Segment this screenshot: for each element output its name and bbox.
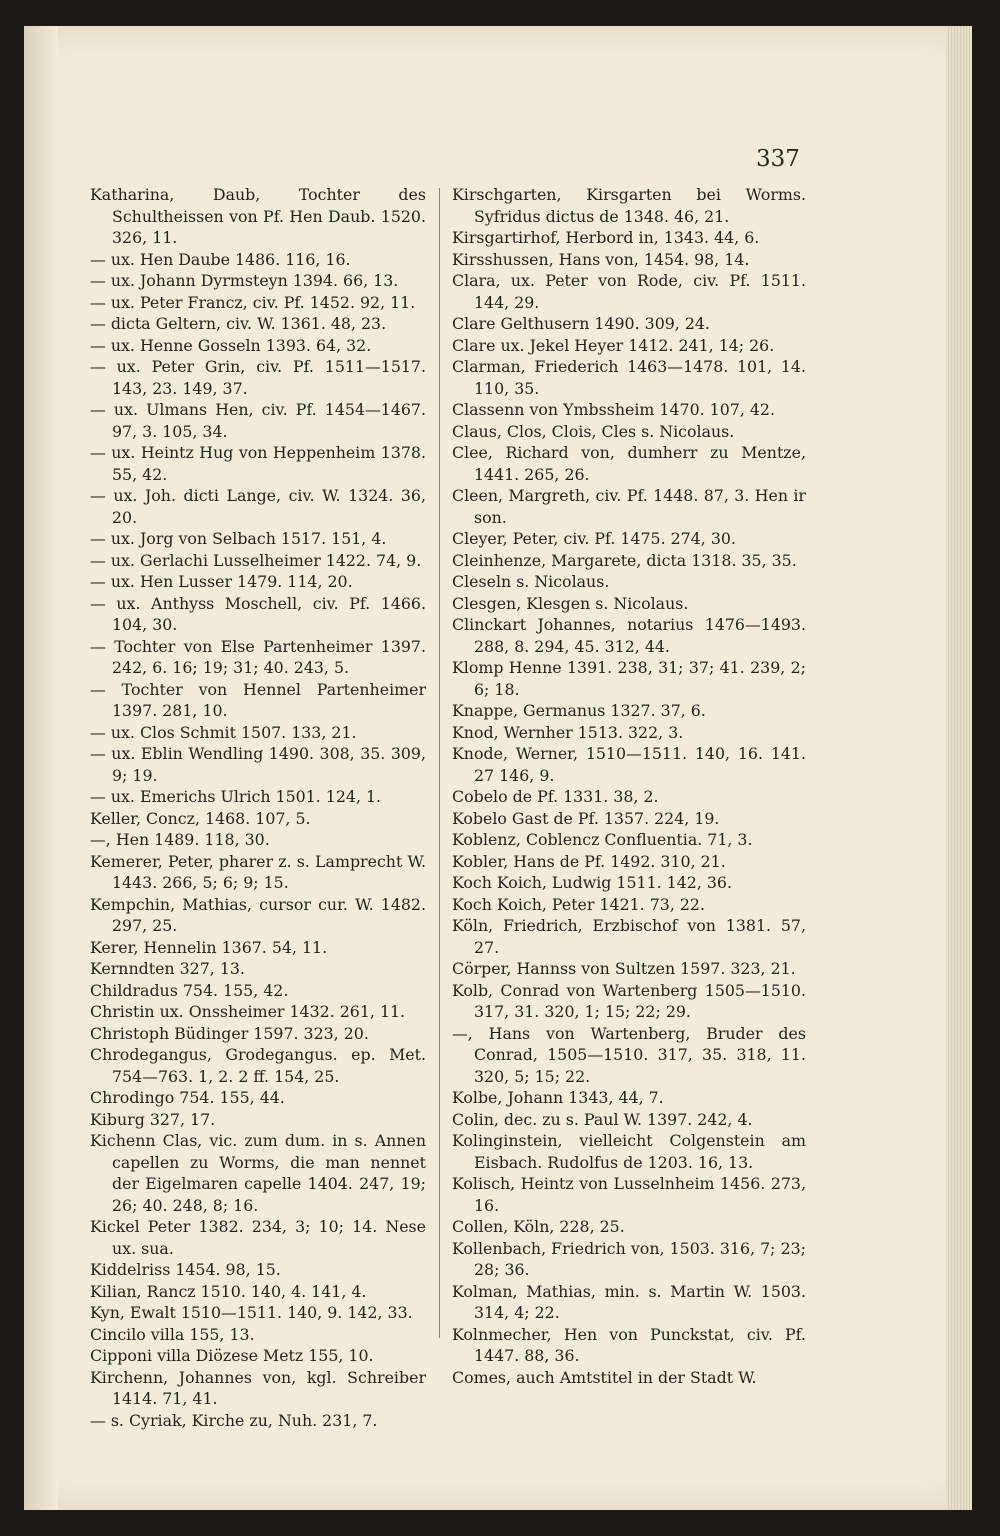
index-entry: Katharina, Daub, Tochter des Schultheissen von Pf. Hen Daub. 1520. 326, 11. — [90, 185, 426, 247]
index-entry: Kollenbach, Friedrich von, 1503. 316, 7; 23; 28; 36. — [452, 1238, 806, 1279]
index-entry: — ux. Jorg von Selbach 1517. 151, 4. — [90, 529, 387, 548]
index-entry: Colin, dec. zu s. Paul W. 1397. 242, 4. — [452, 1109, 753, 1129]
index-entry: Kolisch, Heintz von Lusselnheim 1456. 273, 16. — [452, 1174, 806, 1215]
index-entry: Koch Koich, Peter 1421. 73, 22. — [452, 894, 705, 914]
index-entry: Kirchenn, Johannes von, kgl. Schreiber 1414. 71, 41. — [90, 1367, 426, 1408]
index-entry: Kirsgartirhof, Herbord in, 1343. 44, 6. — [452, 228, 760, 247]
index-entry: Koblenz, Coblencz Confluentia. 71, 3. — [452, 830, 753, 849]
index-entry: — ux. Johann Dyrmsteyn 1394. 66, 13. — [90, 271, 399, 290]
index-entry: — ux. Emerichs Ulrich 1501. 124, 1. — [90, 787, 382, 806]
index-entry: Kirschgarten, Kirsgarten bei Worms. Syfridus dictus de 1348. 46, 21. — [452, 185, 806, 226]
column-divider — [439, 188, 440, 1338]
index-entry: — ux. Hen Daube 1486. 116, 16. — [90, 249, 351, 269]
page-edge — [946, 26, 972, 1510]
index-entry: Cleen, Margreth, civ. Pf. 1448. 87, 3. Hen ir son. — [452, 486, 806, 527]
index-entry: Comes, auch Amtstitel in der Stadt W. — [452, 1367, 757, 1387]
index-entry: Kernndten 327, 13. — [90, 959, 245, 978]
index-entry: — Tochter von Else Partenheimer 1397. 242, 6. 16; 19; 31; 40. 243, 5. — [90, 636, 426, 677]
index-entry: Chrodegangus, Grodegangus. ep. Met. 754—763. 1, 2. 2 ff. 154, 25. — [90, 1045, 426, 1086]
index-entry: — ux. Peter Francz, civ. Pf. 1452. 92, 11. — [90, 292, 416, 312]
index-entry: Kerer, Hennelin 1367. 54, 11. — [90, 937, 328, 957]
index-entry: — ux. Peter Grin, civ. Pf. 1511—1517. 143, 23. 149, 37. — [90, 357, 426, 398]
index-entry: Kolinginstein, vielleicht Colgenstein am Eisbach. Rudolfus de 1203. 16, 13. — [452, 1131, 806, 1172]
index-entry: Kobler, Hans de Pf. 1492. 310, 21. — [452, 851, 726, 871]
index-entry: Cleinhenze, Margarete, dicta 1318. 35, 35. — [452, 550, 797, 570]
index-entry: Cörper, Hannss von Sultzen 1597. 323, 21. — [452, 959, 796, 978]
page-gutter — [24, 26, 58, 1510]
index-entry: —, Hans von Wartenberg, Bruder des Conrad, 1505—1510. 317, 35. 318, 11. 320, 5; 15; 22. — [452, 1023, 806, 1086]
index-entry: Collen, Köln, 228, 25. — [452, 1217, 625, 1236]
index-entry: Clare Gelthusern 1490. 309, 24. — [452, 314, 710, 333]
index-entry: — ux. Heintz Hug von Heppenheim 1378. 55, 42. — [90, 443, 426, 484]
index-entry: Clarman, Friederich 1463—1478. 101, 14. 110, 35. — [452, 357, 806, 398]
index-entry: — Tochter von Hennel Partenheimer 1397. 281, 10. — [90, 679, 426, 720]
index-entry: Klomp Henne 1391. 238, 31; 37; 41. 239, 2; 6; 18. — [452, 658, 806, 699]
index-entry: — ux. Joh. dicti Lange, civ. W. 1324. 36, 20. — [90, 486, 426, 527]
index-entry: — s. Cyriak, Kirche zu, Nuh. 231, 7. — [90, 1410, 378, 1430]
index-entry: Cobelo de Pf. 1331. 38, 2. — [452, 787, 659, 806]
index-entry: Christoph Büdinger 1597. 323, 20. — [90, 1023, 369, 1043]
index-entry: — ux. Gerlachi Lusselheimer 1422. 74, 9. — [90, 550, 422, 570]
index-entry: Childradus 754. 155, 42. — [90, 980, 289, 1000]
index-entry: —, Hen 1489. 118, 30. — [90, 830, 270, 849]
index-entry: Knappe, Germanus 1327. 37, 6. — [452, 701, 706, 720]
index-entry: Kolb, Conrad von Wartenberg 1505—1510. 317, 31. 320, 1; 15; 22; 29. — [452, 980, 806, 1021]
index-entry: Cleseln s. Nicolaus. — [452, 572, 610, 591]
index-column-left — [90, 184, 426, 1431]
page-number: 337 — [756, 146, 800, 172]
book-page — [24, 26, 972, 1510]
index-entry: Kemerer, Peter, pharer z. s. Lamprecht W. 1443. 266, 5; 6; 9; 15. — [90, 851, 426, 892]
index-entry: — ux. Anthyss Moschell, civ. Pf. 1466. 104, 30. — [90, 593, 426, 634]
index-entry: Clara, ux. Peter von Rode, civ. Pf. 1511. 144, 29. — [452, 271, 806, 312]
index-entry: Claus, Clos, Clois, Cles s. Nicolaus. — [452, 421, 735, 441]
index-entry: Clee, Richard von, dumherr zu Mentze, 1441. 265, 26. — [452, 443, 806, 484]
index-entry: Christin ux. Onssheimer 1432. 261, 11. — [90, 1002, 406, 1021]
index-entry: Kempchin, Mathias, cursor cur. W. 1482. 297, 25. — [90, 894, 426, 935]
index-entry: Kickel Peter 1382. 234, 3; 10; 14. Nese ux. sua. — [90, 1217, 426, 1258]
index-entry: Kolnmecher, Hen von Punckstat, civ. Pf. 1447. 88, 36. — [452, 1324, 806, 1365]
index-entry: — ux. Eblin Wendling 1490. 308, 35. 309, 9; 19. — [90, 744, 426, 785]
index-entry: — ux. Hen Lusser 1479. 114, 20. — [90, 572, 353, 591]
index-entry: Kilian, Rancz 1510. 140, 4. 141, 4. — [90, 1281, 367, 1301]
index-entry: Keller, Concz, 1468. 107, 5. — [90, 808, 311, 828]
index-entry: Kolman, Mathias, min. s. Martin W. 1503. 314, 4; 22. — [452, 1281, 806, 1322]
index-entry: Kiddelriss 1454. 98, 15. — [90, 1260, 281, 1279]
index-entry: Clesgen, Klesgen s. Nicolaus. — [452, 593, 689, 613]
index-entry: Chrodingo 754. 155, 44. — [90, 1088, 285, 1107]
index-entry: Kyn, Ewalt 1510—1511. 140, 9. 142, 33. — [90, 1303, 413, 1322]
index-entry: Koch Koich, Ludwig 1511. 142, 36. — [452, 873, 732, 892]
index-entry: Kichenn Clas, vic. zum dum. in s. Annen capellen zu Worms, die man nennet der Eigelmaren capelle 1404. 247, 19; 26; 40. 248, 8; 16. — [90, 1131, 426, 1215]
index-entry: Kiburg 327, 17. — [90, 1109, 216, 1129]
index-entry: Cipponi villa Diözese Metz 155, 10. — [90, 1346, 374, 1365]
index-entry: — ux. Clos Schmit 1507. 133, 21. — [90, 722, 357, 742]
index-entry: Kobelo Gast de Pf. 1357. 224, 19. — [452, 808, 720, 828]
index-entry: Köln, Friedrich, Erzbischof von 1381. 57, 27. — [452, 916, 806, 957]
index-entry: Kirsshussen, Hans von, 1454. 98, 14. — [452, 249, 750, 269]
index-entry: — ux. Ulmans Hen, civ. Pf. 1454—1467. 97, 3. 105, 34. — [90, 400, 426, 441]
index-entry: Cleyer, Peter, civ. Pf. 1475. 274, 30. — [452, 529, 736, 548]
index-entry: Clinckart Johannes, notarius 1476—1493. 288, 8. 294, 45. 312, 44. — [452, 615, 806, 656]
index-entry: Clare ux. Jekel Heyer 1412. 241, 14; 26. — [452, 335, 775, 355]
index-entry: Knode, Werner, 1510—1511. 140, 16. 141. 27 146, 9. — [452, 744, 806, 785]
index-entry: — dicta Geltern, civ. W. 1361. 48, 23. — [90, 314, 387, 333]
index-entry: Classenn von Ymbssheim 1470. 107, 42. — [452, 400, 775, 419]
index-entry: Cincilo villa 155, 13. — [90, 1324, 255, 1344]
index-entry: Kolbe, Johann 1343, 44, 7. — [452, 1088, 664, 1107]
index-entry: — ux. Henne Gosseln 1393. 64, 32. — [90, 335, 372, 355]
index-entry: Knod, Wernher 1513. 322, 3. — [452, 722, 684, 742]
index-column-right — [452, 184, 806, 1388]
